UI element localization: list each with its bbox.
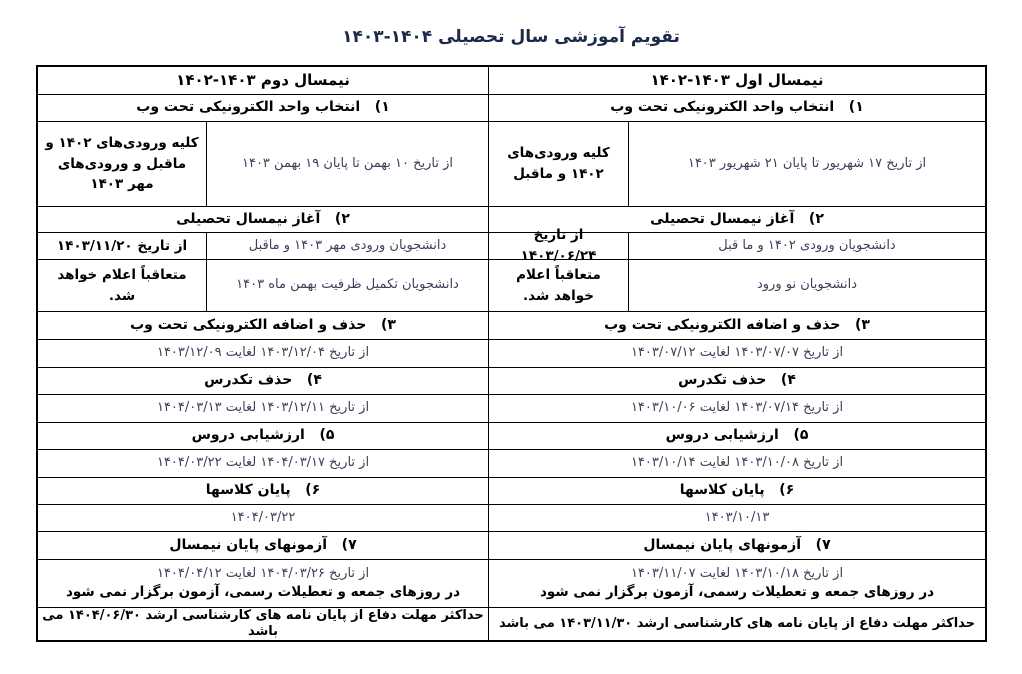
item-7-schedule-cell: [38, 560, 488, 608]
item-1-cohort-cell: کلیه ورودی‌های ۱۴۰۲ و ماقبل و ورودی‌های مهر ۱۴۰۳: [45, 134, 199, 193]
item-4-date-cell: از تاریخ ۱۴۰۳/۰۷/۱۴ لغایت ۱۴۰۳/۱۰/۰۶: [489, 395, 985, 423]
item-2-title: ۲) آغاز نیمسال تحصیلی: [38, 207, 488, 233]
item-2-row-2-students-cell: دانشجویان نو ورود: [628, 260, 985, 311]
item-2-row-1-students-cell: دانشجویان ورودی مهر ۱۴۰۳ و ماقبل: [206, 233, 488, 259]
item-4-title: ۴) حذف تکدرس: [38, 368, 488, 395]
item-2-row-2-announce-cell: متعاقباً اعلام خواهد شد.: [57, 266, 187, 304]
semester-first-column: [488, 67, 985, 640]
item-3-date-cell: از تاریخ ۱۴۰۳/۰۷/۰۷ لغایت ۱۴۰۳/۰۷/۱۲: [489, 340, 985, 368]
semester-second-column: [38, 67, 488, 640]
item-2-row-1-students-cell: دانشجویان ورودی ۱۴۰۲ و ما قبل: [628, 233, 985, 259]
item-2-row-1: [38, 233, 488, 260]
item-6-date-cell: ۱۴۰۳/۱۰/۱۳: [489, 505, 985, 532]
item-7-title: ۷) آزمونهای پایان نیمسال: [38, 532, 488, 560]
thesis-defense-deadline: حداکثر مهلت دفاع از پایان نامه های کارشناسی ارشد ۱۴۰۴/۰۶/۳۰ می باشد: [42, 607, 484, 639]
item-7-date-line: از تاریخ ۱۴۰۴/۰۳/۲۶ لغایت ۱۴۰۴/۰۴/۱۲: [156, 566, 370, 582]
item-7-schedule-cell: [489, 560, 985, 608]
academic-calendar-table: [36, 65, 987, 642]
thesis-defense-deadline: حداکثر مهلت دفاع از پایان نامه های کارشناسی ارشد ۱۴۰۳/۱۱/۳۰ می باشد: [498, 615, 976, 631]
item-1-schedule-row: [489, 122, 985, 207]
item-2-row-2: [38, 260, 488, 312]
item-5-title: ۵) ارزشیابی دروس: [489, 423, 985, 450]
item-2-row-2-students-cell: دانشجویان تکمیل ظرفیت بهمن ماه ۱۴۰۳: [206, 260, 488, 311]
item-4-title: ۴) حذف تکدرس: [489, 368, 985, 395]
item-3-date-cell: از تاریخ ۱۴۰۳/۱۲/۰۴ لغایت ۱۴۰۳/۱۲/۰۹: [38, 340, 488, 368]
item-4-date-cell: از تاریخ ۱۴۰۳/۱۲/۱۱ لغایت ۱۴۰۴/۰۳/۱۳: [38, 395, 488, 423]
item-2-row-1: [489, 227, 985, 264]
item-1-schedule-row: [38, 122, 488, 207]
page-title: تقویم آموزشی سال تحصیلی ۱۴۰۴-۱۴۰۳: [342, 27, 680, 47]
item-1-title: ۱) انتخاب واحد الکترونیکی تحت وب: [489, 95, 985, 122]
item-2-row-2-announce-cell: متعاقباً اعلام خواهد شد.: [516, 266, 601, 304]
item-3-title: ۳) حذف و اضافه الکترونیکی تحت وب: [489, 312, 985, 340]
item-6-title: ۶) پایان کلاسها: [38, 478, 488, 505]
item-2-title: ۲) آغاز نیمسال تحصیلی: [489, 207, 985, 233]
semester-first-header: نیمسال اول ۱۴۰۳-۱۴۰۲: [489, 67, 985, 95]
semester-second-header: نیمسال دوم ۱۴۰۳-۱۴۰۲: [38, 67, 488, 95]
item-5-date-cell: از تاریخ ۱۴۰۴/۰۳/۱۷ لغایت ۱۴۰۴/۰۳/۲۲: [38, 450, 488, 478]
item-7-date-line: از تاریخ ۱۴۰۳/۱۰/۱۸ لغایت ۱۴۰۳/۱۱/۰۷: [630, 566, 844, 582]
item-6-date-cell: ۱۴۰۴/۰۳/۲۲: [38, 505, 488, 532]
item-7-title: ۷) آزمونهای پایان نیمسال: [489, 532, 985, 560]
item-1-date-cell: از تاریخ ۱۷ شهریور تا پایان ۲۱ شهریور ۱۴۰۳: [628, 122, 985, 206]
item-7-holiday-note: در روزهای جمعه و تعطیلات رسمی، آزمون برگزار نمی شود: [65, 583, 461, 600]
item-6-title: ۶) پایان کلاسها: [489, 478, 985, 505]
item-2-row-2: [489, 260, 985, 312]
item-5-date-cell: از تاریخ ۱۴۰۳/۱۰/۰۸ لغایت ۱۴۰۳/۱۰/۱۴: [489, 450, 985, 478]
item-3-title: ۳) حذف و اضافه الکترونیکی تحت وب: [38, 312, 488, 340]
item-2-row-1-date-cell: از تاریخ ۱۴۰۳/۰۶/۲۴: [520, 227, 597, 264]
item-5-title: ۵) ارزشیابی دروس: [38, 423, 488, 450]
item-1-title: ۱) انتخاب واحد الکترونیکی تحت وب: [38, 95, 488, 122]
item-7-holiday-note: در روزهای جمعه و تعطیلات رسمی، آزمون برگزار نمی شود: [539, 583, 935, 600]
item-2-row-1-date-cell: از تاریخ ۱۴۰۳/۱۱/۲۰: [56, 237, 188, 254]
item-1-cohort-cell: کلیه ورودی‌های ۱۴۰۲ و ماقبل: [507, 145, 610, 182]
item-1-date-cell: از تاریخ ۱۰ بهمن تا پایان ۱۹ بهمن ۱۴۰۳: [206, 122, 488, 206]
